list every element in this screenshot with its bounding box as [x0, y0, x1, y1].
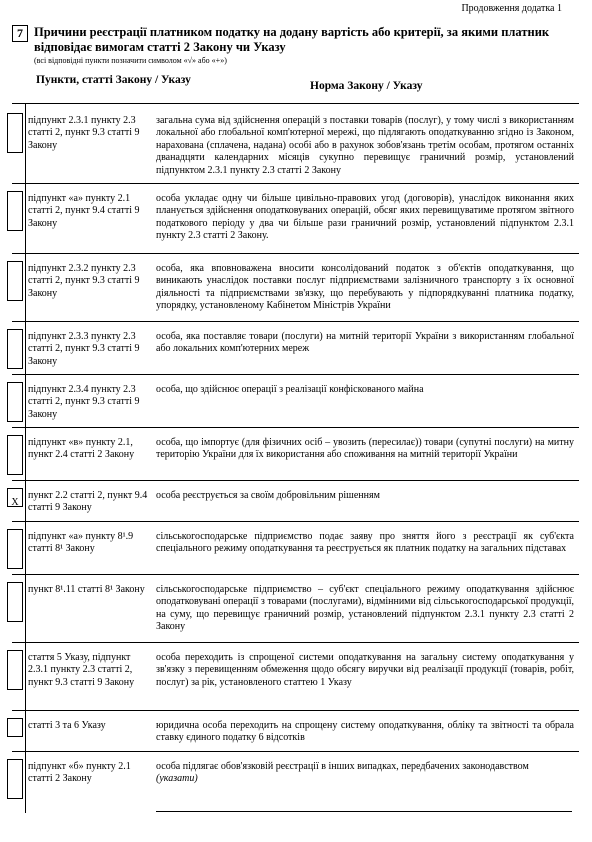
- column-header-points: Пункти, статті Закону / Указу: [36, 74, 191, 86]
- row-norm: сільськогосподарське підприємство – суб'єкт спеціального режиму оподаткування здійснює оподатковувані операції з товарами (послугами), відмінними від сільськогосподарської продукції, на суму, що перевищує граничний розмір, установлений підпунктом 2.3.1 пункту 2.3 статті 2 Закону: [156, 584, 574, 633]
- row-norm: сільськогосподарське підприємство подає заяву про зняття його з реєстрації як суб'єкта спеціального режиму оподаткування та реєструється як платник податку на загальних підставах: [156, 531, 574, 555]
- checkbox[interactable]: [7, 529, 23, 569]
- table-row: [12, 526, 579, 575]
- fill-in-line[interactable]: [156, 811, 572, 812]
- continuation-label: Продовження додатка 1: [461, 3, 562, 14]
- table-row: [12, 647, 579, 711]
- column-header-norm: Норма Закону / Указу: [310, 80, 423, 92]
- table-row: [12, 326, 579, 375]
- row-points: підпункт 2.3.3 пункту 2.3 статті 2, пункт 9.3 статті 9 Закону: [28, 331, 140, 367]
- header-rule: [12, 103, 579, 104]
- row-norm: особа, що імпортує (для фізичних осіб – увозить (пересилає)) товари (супутні послуги) на митну територію України для їх використання або споживання на митній території України: [156, 437, 574, 461]
- row-points: пункт 8¹.11 статті 8¹ Закону: [28, 584, 145, 595]
- row-points: підпункт «б» пункту 2.1 статті 2 Закону: [28, 761, 131, 785]
- section-number: 7: [12, 25, 28, 42]
- table-row: [12, 579, 579, 643]
- checkbox[interactable]: [7, 191, 23, 231]
- table-row: [12, 715, 579, 752]
- table-row: [12, 485, 579, 522]
- checkbox[interactable]: [7, 435, 23, 475]
- table-row: [12, 110, 579, 184]
- checkbox[interactable]: [7, 650, 23, 690]
- checkbox[interactable]: [7, 261, 23, 301]
- row-points: підпункт «а» пункту 8¹.9 статті 8¹ Закону: [28, 531, 134, 555]
- table-row: [12, 379, 579, 428]
- row-points: підпункт 2.3.2 пункту 2.3 статті 2, пункт 9.3 статті 9 Закону: [28, 263, 140, 299]
- table-row: [12, 258, 579, 322]
- checkbox[interactable]: [7, 329, 23, 369]
- row-norm: загальна сума від здійснення операцій з поставки товарів (послуг), у тому числі з використанням локальної або глобальної комп'ютерної мережі, що підлягають оподаткуванню згідно із Законом, нарахована (сплачена, надана) особі або в рахунок зобов'язань третім особам, протягом останніх дванадцяти календарних місяців сукупно перевищує граничний розмір, установлений підпунктом 2.3.1 пункту 2.3 статті 2 Закону: [156, 115, 574, 176]
- checkbox[interactable]: X: [7, 488, 23, 507]
- section-title: Причини реєстрації платником податку на додану вартість або критерії, за якими платник відповідає вимогам статті 2 Закону чи Указу: [34, 25, 550, 54]
- checkbox[interactable]: [7, 382, 23, 422]
- row-points: стаття 5 Указу, підпункт 2.3.1 пункту 2.3 статті 2, пункт 9.3 статті 9 Закону: [28, 652, 135, 688]
- section-note: (всі відповідні пункти позначити символом «√» або «+»): [34, 56, 227, 65]
- row-norm: особа переходить із спрощеної системи оподаткування на загальну систему оподаткування у зв'язку з перевищенням обмеження щодо обсягу виручки від реалізації продукції (товарів, робіт, послуг) за рік, установленого статтею 1 Указу: [156, 652, 574, 688]
- row-norm: особа, яка вповноважена вносити консолідований податок з об'єктів оподаткування, що виникають унаслідок поставки послуг підприємствами залізничного транспорту з їх основної діяльності та підприємствами зв'язку, що перебувають у підпорядкуванні платника податку, упорядку, установленому Кабінетом Міністрів України: [156, 263, 574, 312]
- row-norm: особа укладає одну чи більше цивільно-правових угод (договорів), унаслідок виконання яких планується здійснення оподатковуваних операцій, обсяг яких перевищуватиме протягом звітного податкового періоду у два чи більше рази граничний розмір, установлений підпунктом 2.3.1 пункту 2.3 статті 2 Закону.: [156, 193, 574, 242]
- row-norm-text: особа підлягає обов'язковій реєстрації в інших випадках, передбачених законодавством: [156, 761, 529, 772]
- checkbox[interactable]: [7, 718, 23, 737]
- row-points: статті 3 та 6 Указу: [28, 720, 106, 731]
- row-norm: юридична особа переходить на спрощену систему оподаткування, обліку та звітності та обрала ставку єдиного податку 6 відсотків: [156, 720, 574, 744]
- table-row: [12, 756, 579, 804]
- table-row: [12, 188, 579, 254]
- row-points: підпункт «а» пункту 2.1 статті 2, пункт 9.4 статті 9 Закону: [28, 193, 140, 229]
- row-norm: особа, яка поставляє товари (послуги) на митній території України з використанням глобальної або локальних комп'ютерних мереж: [156, 331, 574, 355]
- row-norm-hint: (указати): [156, 773, 198, 785]
- row-points: пункт 2.2 статті 2, пункт 9.4 статті 9 Закону: [28, 490, 148, 514]
- checkbox[interactable]: [7, 113, 23, 153]
- checkbox[interactable]: [7, 582, 23, 622]
- row-points: підпункт «в» пункту 2.1, пункт 2.4 статті 2 Закону: [28, 437, 135, 461]
- left-border: [25, 103, 26, 813]
- row-points: підпункт 2.3.4 пункту 2.3 статті 2, пункт 9.3 статті 9 Закону: [28, 384, 140, 420]
- row-norm: [156, 761, 574, 786]
- table-row: [12, 432, 579, 481]
- checkbox[interactable]: [7, 759, 23, 799]
- row-norm: особа реєструється за своїм добровільним рішенням: [156, 490, 380, 501]
- row-points: підпункт 2.3.1 пункту 2.3 статті 2, пункт 9.3 статті 9 Закону: [28, 115, 140, 151]
- row-norm: особа, що здійснює операції з реалізації конфіскованого майна: [156, 384, 424, 395]
